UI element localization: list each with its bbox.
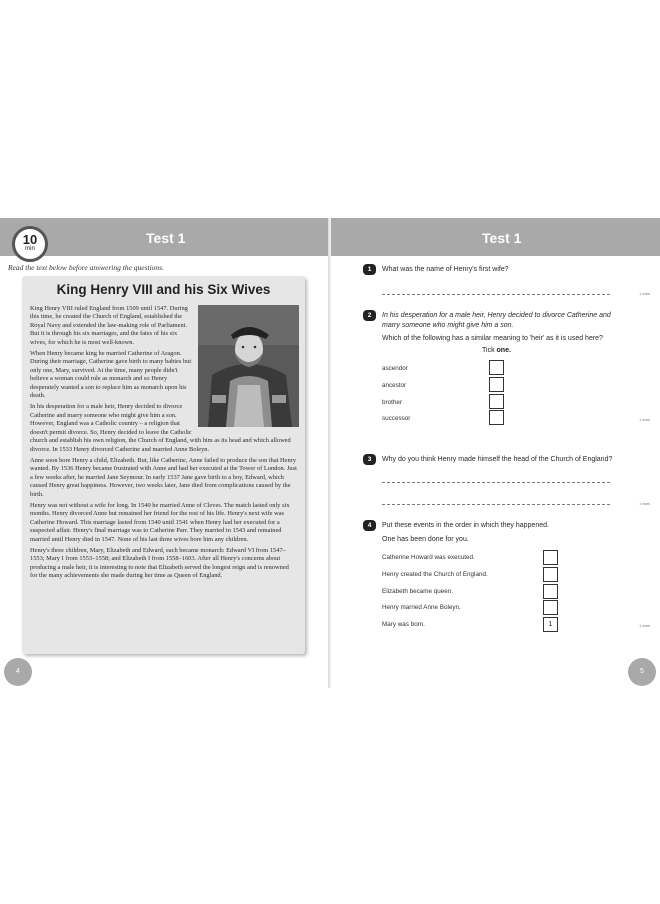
event-label: Mary was born. (382, 621, 426, 628)
question-number: 2 (363, 310, 376, 321)
article-title: King Henry VIII and his Six Wives (56, 282, 271, 297)
article-paragraph: Anne soon bore Henry a child, Elizabeth. But, like Catherine, Anne failed to produce the son that Henry wanted. By 1536 Henry became frustrated with Anne and had her executed at the Tower of London. Just a few weeks after, he married Jane Seymour. In early 1537 Jane gave birth to a boy, Edward, which caused Henry great happiness. However, two weeks later, Jane died from complications caused by the birth. (30, 456, 297, 498)
article-paragraph: In his desperation for a male heir, Henry decided to divorce Catherine and marry someone who might give him a son. However, England was a Catholic country – a religion that doesn't permit divorce. So, Henry decided to leave the Catholic church and establish his own religion, the Church of England, with him as its head and which allowed divorce. In 1533 Henry divorced Catherine and married Anne Boleyn. (30, 403, 291, 453)
tick-instruction-prefix: Tick (482, 347, 495, 354)
tick-box[interactable] (489, 410, 504, 425)
reading-instruction: Read the text below before answering the questions. (8, 263, 164, 272)
tick-instruction-bold: one. (496, 347, 511, 354)
option-label: ancestor (382, 382, 407, 389)
tick-box[interactable] (489, 360, 504, 375)
event-label: Henry created the Church of England. (382, 571, 488, 578)
event-label: Henry married Anne Boleyn. (382, 604, 461, 611)
article-paragraph: When Henry became king he married Catherine of Aragon. During their marriage, Catherine gave birth to many babies but only one, Mary, survived. At the time, many people didn't believe a woman could rule as monarch and so Henry desperately wanted a son to replace him as monarch upon his death. (30, 350, 192, 400)
option-label: successor (382, 415, 411, 422)
question-text: Put these events in the order in which they happened. (382, 522, 549, 529)
question-text: What was the name of Henry's first wife? (382, 266, 509, 273)
question-subtext: One has been done for you. (382, 536, 469, 543)
question-quote: In his desperation for a male heir, Henry decided to divorce Catherine and marry someone who might give him a son. (382, 312, 611, 329)
question-1 (363, 264, 650, 304)
option-label: brother (382, 399, 402, 406)
left-page-number: 4 (4, 658, 32, 686)
order-box[interactable] (543, 567, 558, 582)
book-spread (0, 218, 660, 688)
timer-badge (12, 226, 48, 262)
tick-box[interactable] (489, 377, 504, 392)
right-page-number: 5 (628, 658, 656, 686)
question-4 (363, 520, 650, 640)
timer-unit: min (25, 246, 35, 252)
henry-viii-portrait (198, 305, 299, 427)
left-page (0, 218, 328, 688)
portrait-image (198, 305, 299, 427)
option-label: ascendor (382, 365, 408, 372)
mark-label: 1 mark (639, 502, 650, 506)
question-number: 1 (363, 264, 376, 275)
article-paragraph: Henry was not without a wife for long. In 1540 he married Anne of Cleves. The match lasted only six months. Henry divorced Anne but remained her friend for the rest of his life. Henry's next wife was Catherine Howard. This marriage lasted from 1540 until 1541 when Henry had her executed for a suspected affair. Henry's final marriage was to Catherine Parr. They married in 1543 and remained married until Henry died in 1547. None of his last three wives bore him any children. (30, 501, 290, 543)
question-3 (363, 454, 650, 514)
question-text: Which of the following has a similar meaning to 'heir' as it is used here? (382, 335, 603, 342)
answer-line[interactable] (382, 294, 610, 295)
event-label: Elizabeth became queen. (382, 588, 454, 595)
answer-line[interactable] (382, 504, 610, 505)
order-box[interactable] (543, 584, 558, 599)
article-paragraph: Henry's three children, Mary, Elizabeth and Edward, each became monarch: Edward VI from 1547–1553; Mary I from 1553–1558; and Elizabeth I from 1558–1603. After all Henry's concerns about producing a male heir, it is interesting to note that Elizabeth served the longest reign and is renowned for the many achievements she made during her time as Queen of England. (30, 546, 289, 580)
right-header-title: Test 1 (482, 230, 522, 246)
question-2 (363, 310, 650, 430)
order-box[interactable] (543, 600, 558, 615)
left-header-title: Test 1 (146, 230, 186, 246)
right-page (331, 218, 660, 688)
question-text: Why do you think Henry made himself the head of the Church of England? (382, 456, 613, 463)
question-number: 3 (363, 454, 376, 465)
mark-label: 1 mark (639, 418, 650, 422)
order-box[interactable] (543, 550, 558, 565)
timer-value: 10 (22, 232, 38, 247)
tick-instruction (482, 347, 511, 354)
mark-label: 1 mark (639, 292, 650, 296)
tick-box[interactable] (489, 394, 504, 409)
answer-line[interactable] (382, 482, 610, 483)
article-box (22, 276, 305, 654)
question-number: 4 (363, 520, 376, 531)
left-header-bar (0, 218, 328, 256)
event-label: Catherine Howard was executed. (382, 554, 475, 561)
right-header-bar (331, 218, 660, 256)
mark-label: 1 mark (639, 624, 650, 628)
order-box[interactable]: 1 (543, 617, 558, 632)
article-paragraph: King Henry VIII ruled England from 1509 until 1547. During this time, he created the Church of England, established the Royal Navy and extended the law-making role of Parliament. But it is through his six marriages, and the fates of his six wives, for which he is most well-known. (30, 305, 188, 346)
